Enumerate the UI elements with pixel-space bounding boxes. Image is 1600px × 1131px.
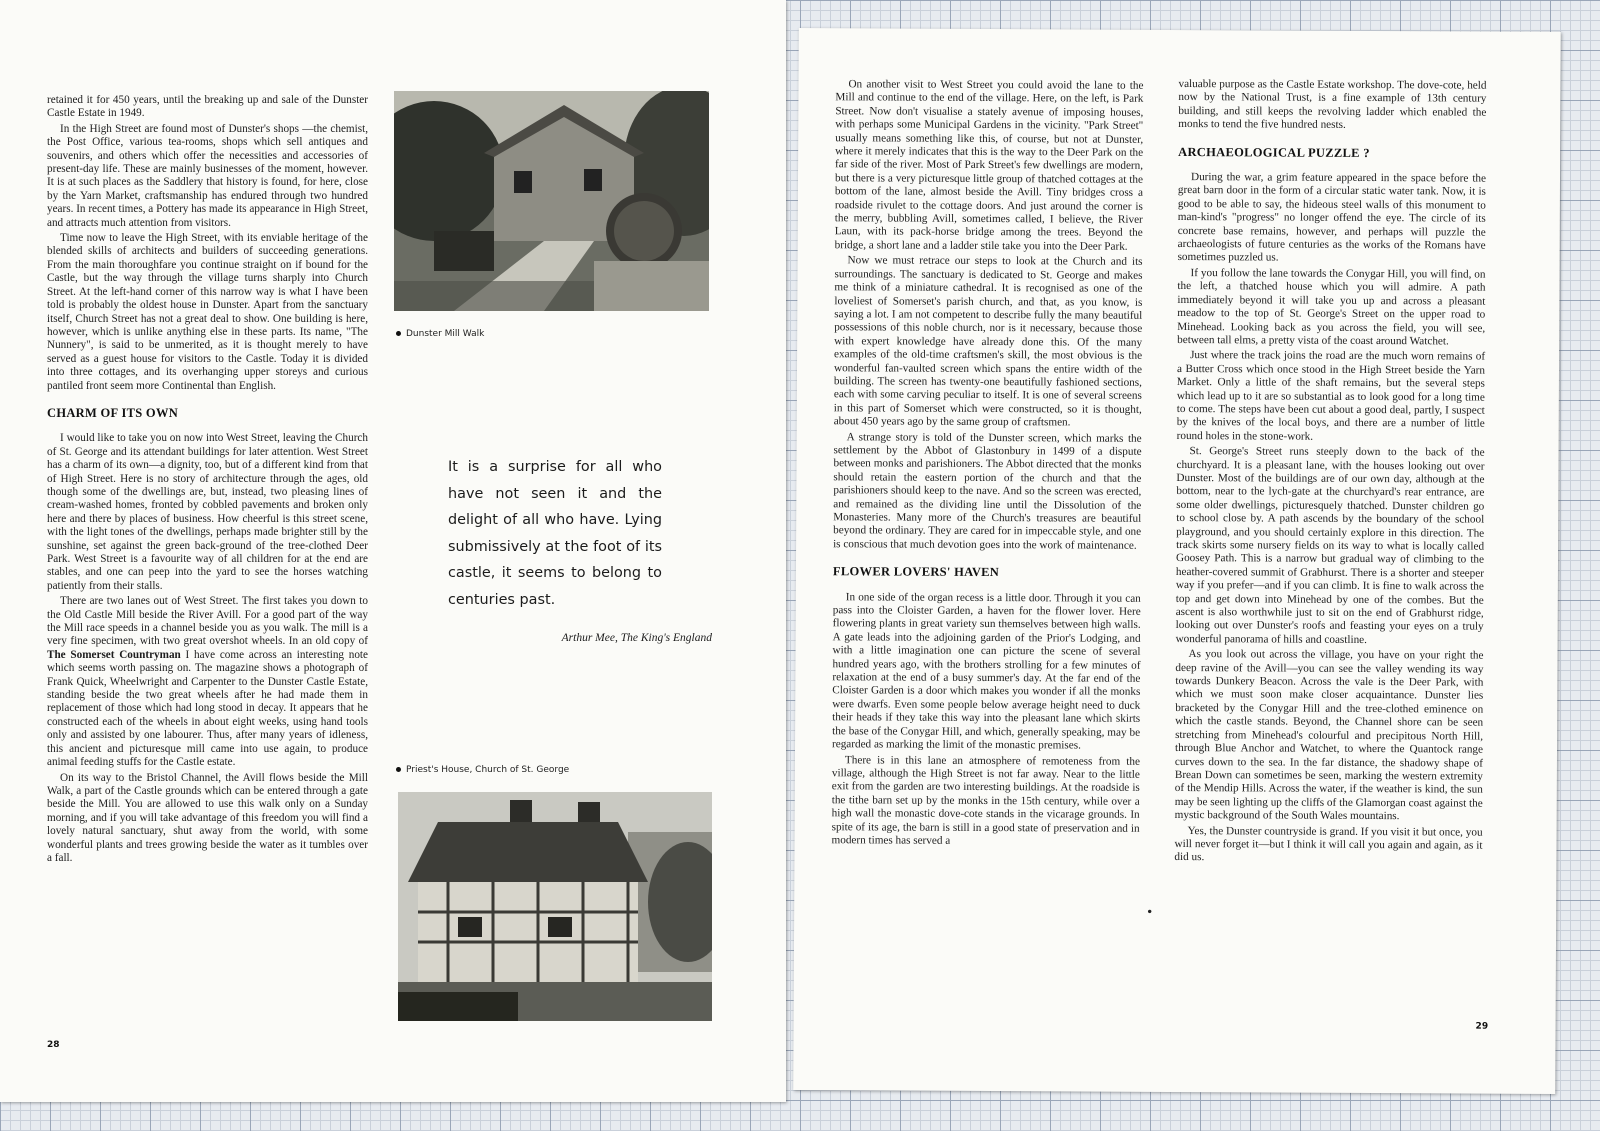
text-run: There are two lanes out of West Street. The first takes you down to the Old Castle Mill beside the River Avill. For a good part of the way the Mill race speeds in a channel beside you as you walk. The mill is a very fine specimen, with two great overshot wheels. In an old copy of [47, 595, 368, 648]
paragraph [47, 595, 368, 769]
mill-walk-image [394, 91, 709, 311]
bullet-icon [396, 767, 401, 772]
paragraph: Just where the track joins the road are the much worn remains of a Butter Cross which once stood in the High Street beside the Yarn Market. Only a little of the shaft remains, but the several steps which lead up to it are so substantial as to look good for a long time to come. The steps have been cut about a good deal, partly, I suspect by the knives of the local boys, and there are a number of little round holes in the stone-work. [1176, 349, 1486, 443]
priest-house-image [398, 792, 712, 1021]
paragraph: During the war, a grim feature appeared in the space before the great barn door in the form of a circular static water tank. Now, it is good to be able to say, the hideous steel walls of this monument to man-kind's "progress" no longer offend the eye. The circle of its concrete base remains, however, and perhaps will puzzle the archaeologists of future centuries as the works of the Romans have sometimes puzzled us. [1177, 171, 1487, 264]
paragraph: In one side of the organ recess is a little door. Through it you can pass into the Cloister Garden, a haven for the flower lover. Here flowering plants in great variety sun themselves between high walls. A gate leads into the adjoining garden of the Prior's Lodging, and with a little imagination one can picture the scene of several hundred years ago, with the brothers strolling for a few minutes of relaxation at the end of a busy summer's day. At the far end of the Cloister Garden is a door which makes you wonder if all the monks were dwarfs. Even some people below average height need to duck their heads if they take this way into the pleasant lane which skirts the base of the Conygar Hill, and which, generally speaking, may be regarded as marking the limit of the monastic premises. [832, 590, 1141, 752]
left-column [47, 94, 368, 867]
bullet-icon [396, 331, 401, 336]
margin-dot: • [1146, 904, 1154, 919]
right-page [793, 28, 1561, 1094]
caption-text: Dunster Mill Walk [406, 329, 485, 339]
right-column-2 [1174, 78, 1486, 868]
section-heading-puzzle: ARCHAEOLOGICAL PUZZLE ? [1178, 144, 1370, 160]
paragraph: valuable purpose as the Castle Estate workshop. The dove-cote, held now by the National Trust, is a fine example of 13th century building, and still keeps the revolving ladder which enabled the monks to tend the five hundred nests. [1178, 78, 1487, 132]
paragraph: Now we must retrace our steps to look at the Church and its surroundings. The sanctuary is dedicated to St. George and makes me think of a miniature cathedral. It is recognised as one of the loveliest of Somerset's parish church, and that, as you know, is saying a lot. I am not competent to describe fully the many beautiful possessions of this noble church, nor is it necessary, because those with expert knowledge have already done this. Of the many examples of the old-time craftsmen's skill, the most obvious is the wonderful fan-vaulted screen which spans the entire width of the building. The screen has twenty-one beautifully fashioned sections, each with some carving peculiar to itself. It is one of several screens in this part of Somerset which were constructed, so it is thought, about 450 years ago by the same group of craftsmen. [833, 254, 1143, 429]
paragraph: As you look out across the village, you have on your right the deep ravine of the Avill—you can see the valley wending its way towards Dunkery Beacon. Across the vale is the Deer Park, with which we must soon make closer acquaintance. Dunster lies bracketed by the Conygar Hill and the tree-clothed eminence on which the castle stands. Beyond, the Channel shore can be seen stretching from Minehead's colourful and precipitous North Hill, through Blue Anchor and Watchet, to where the Quantock range curves down to the sea. In the far distance, the shadowy shape of Brean Down can sometimes be seen, marking the western extremity of the Mendip Hills. Across the water, if the weather is kind, the sun may be seen lighting up the cliffs of the Glamorgan coast against the mystic background of the South Wales mountains. [1174, 648, 1484, 823]
quote-attribution: Arthur Mee, The King's England [561, 632, 712, 644]
right-column-1 [831, 78, 1143, 851]
page-number: 29 [1475, 1021, 1489, 1032]
page-number: 28 [47, 1040, 60, 1050]
caption-text: Priest's House, Church of St. George [406, 765, 570, 775]
text-run: I have come across an interesting note which seems worth passing on. The magazine shows a photograph of Frank Quick, Wheelwright and Carpenter to the Dunster Castle Estate, standing beside the two great wheels after he had made them in replacement of those which had long stood in decay. It appears that he constructed each of the wheels in about eight weeks, using hand tools only and assisted by one labourer. Thus, after many years of idleness, this ancient and picturesque mill came into use again, to produce animal feeding stuffs for the Castle estate. [47, 648, 368, 769]
paragraph: On its way to the Bristol Channel, the Avill flows beside the Mill Walk, a part of the Castle grounds which can be entered through a gate beside the Mill. You are allowed to use this walk only on a Sunday morning, and if you will take advantage of this freedom you will find a lovely natural sanctuary, shut away from the world, with some wonderful plants and trees growing beside the water as it tumbles over a fall. [47, 771, 368, 864]
magazine-title: The Somerset Countryman [47, 648, 181, 661]
paragraph: retained it for 450 years, until the breaking up and sale of the Dunster Castle Estate in 1949. [47, 94, 368, 120]
left-page [0, 0, 786, 1102]
quote-text: It is a surprise for all who have not seen it and the delight of all who have. Lying submissively at the foot of its castle, it seems to belong to centuries past. [448, 459, 662, 608]
paragraph: In the High Street are found most of Dunster's shops —the chemist, the Post Office, various tea-rooms, shops which sell antiques and souvenirs, and others which offer the necessities and accessories of present-day life. These are mainly businesses of the moment, however. It is at such places as the Saddlery that history is found, for here, close by the Yarn Market, craftsmanship has endured through two hundred years. In recent times, a Pottery has made its appearance in High Street, and attracts much attention from visitors. [47, 122, 368, 229]
paragraph: There is in this lane an atmosphere of remoteness from the village, although the High Street is not far away. Near to the little exit from the garden are two interesting buildings. At the roadside is the tithe barn set up by the monks in the 15th century, while over a high wall the monastic dove-cote stands in the vicarage grounds. In spite of its age, the barn is still in a good state of preservation and in modern times has served a [831, 753, 1140, 847]
priest-house-photo [398, 792, 712, 1021]
paragraph: A strange story is told of the Dunster screen, which marks the settlement by the Abbot of Glastonbury in 1499 of a dispute between monks and parishioners. The Abbot directed that the monks should retain the eastern portion of the church and that the parishioners should keep to the nave. And so the screen was erected, and remained as the dividing line until the Dissolution of the Monasteries. Many more of the Church's treasures are beautiful beyond the ordinary. They are cared for in impeccable style, and one is conscious that much devotion goes into the work of maintenance. [833, 430, 1142, 552]
paragraph: St. George's Street runs steeply down to the back of the churchyard. It is a pleasant lane, with the houses looking out over Dunster. Most of the buildings are of our own day, although at the bottom, near to the lych-gate at the churchyard's rear entrance, are some older dwellings, picturesquely thatched. Dunster children go to school close by. A path ascends by the boundary of the school playground, and you should certainly explore in this direction. The track skirts some nursery fields on its way to what is locally called Goosey Path. This is a narrow but gradual way of climbing to the heather-covered summit of Grabhurst. There is a shorter and steeper way if you prefer—and if you can climb. It is fine to walk across the top and get down into Minehead by one of the combes. But the ascent is also worthwhile just to sit on the end of Grabhurst ridge, looking out over Dunster's roofs and feasting your eyes on a truly wonderful panorama of hills and coastline. [1175, 445, 1485, 646]
paragraph: If you follow the lane towards the Conygar Hill, you will find, on the left, a thatched house which you will admire. A path immediately beyond it will take you up and across a pleasant meadow to the top of St. George's Street on the upper road to Minehead. Looking back as you across the field, you will see, between tall elms, a pretty vista of the coast around Watchet. [1177, 266, 1486, 348]
pull-quote [448, 454, 712, 652]
paragraph: Time now to leave the High Street, with its enviable heritage of the blended skills of architects and builders of succeeding generations. From the main thoroughfare you continue straight on if bound for the Castle, but the way through the village turns sharply into Church Street. At the left-hand corner of this narrow way is what I have been told is probably the oldest house in Dunster. Apart from the sanctuary itself, Church Street has not a great deal to show. One building is here, however, which is unlike anything else in these parts. Its name, "The Nunnery", is said to be unmerited, as it is thought merely to have served as a guest house for visitors to the Castle. Today it is divided into three cottages, and its overhanging upper storeys and curious pantiled front seem more Continental than English. [47, 232, 368, 392]
mill-walk-caption [396, 329, 484, 339]
section-heading-charm: CHARM OF ITS OWN [47, 405, 179, 420]
paragraph: On another visit to West Street you could avoid the lane to the Mill and continue to the end of the village. Here, on the left, is Park Street. Now don't visualise a stately avenue of imposing houses, with perhaps some Municipal Gardens in the vicinity. "Park Street" usually means something like this, of course, but not at Dunster, where it merely indicates that this is the way to the Deer Park on the far side of the river. Most of Park Street's few dwellings are modern, but there is a very picturesque little group of thatched cottages at the bottom of the lane, almost beside the Avill. Tiny bridges cross a roadside rivulet to the cottage doors. And just around the corner is the merry, bubbling Avill, sometimes called, I believe, the River Laun, with its pack-horse bridge among the trees. Beyond the bridge, a short lane and a ladder stile take you into the Deer Park. [834, 78, 1144, 253]
section-heading-flower: FLOWER LOVERS' HAVEN [832, 564, 1000, 580]
paragraph: Yes, the Dunster countryside is grand. If you visit it but once, you will never forget it—but I think it will call you again and again, as it did us. [1174, 824, 1483, 864]
mill-walk-photo [394, 91, 709, 311]
priest-house-caption [396, 765, 569, 775]
paragraph: I would like to take you on now into West Street, leaving the Church of St. George and its attendant buildings for later attention. West Street has a charm of its own—a dignity, too, but of a different kind from that of High Street. Here is no story of architecture through the ages, old though some of the dwellings are, but, instead, two pleasing lines of cream-washed homes, fronted by cobbled pavements and broken only here and there by places of business. How cheerful is this street scene, with the light tones of the dwellings, perhaps made brighter still by the sunshine, set against the green back-ground of the tree-clothed Deer Park. West Street is a favourite way of all children for at the end are stables, and one can peep into the yard to see the horses watching patiently from their stalls. [47, 432, 368, 592]
